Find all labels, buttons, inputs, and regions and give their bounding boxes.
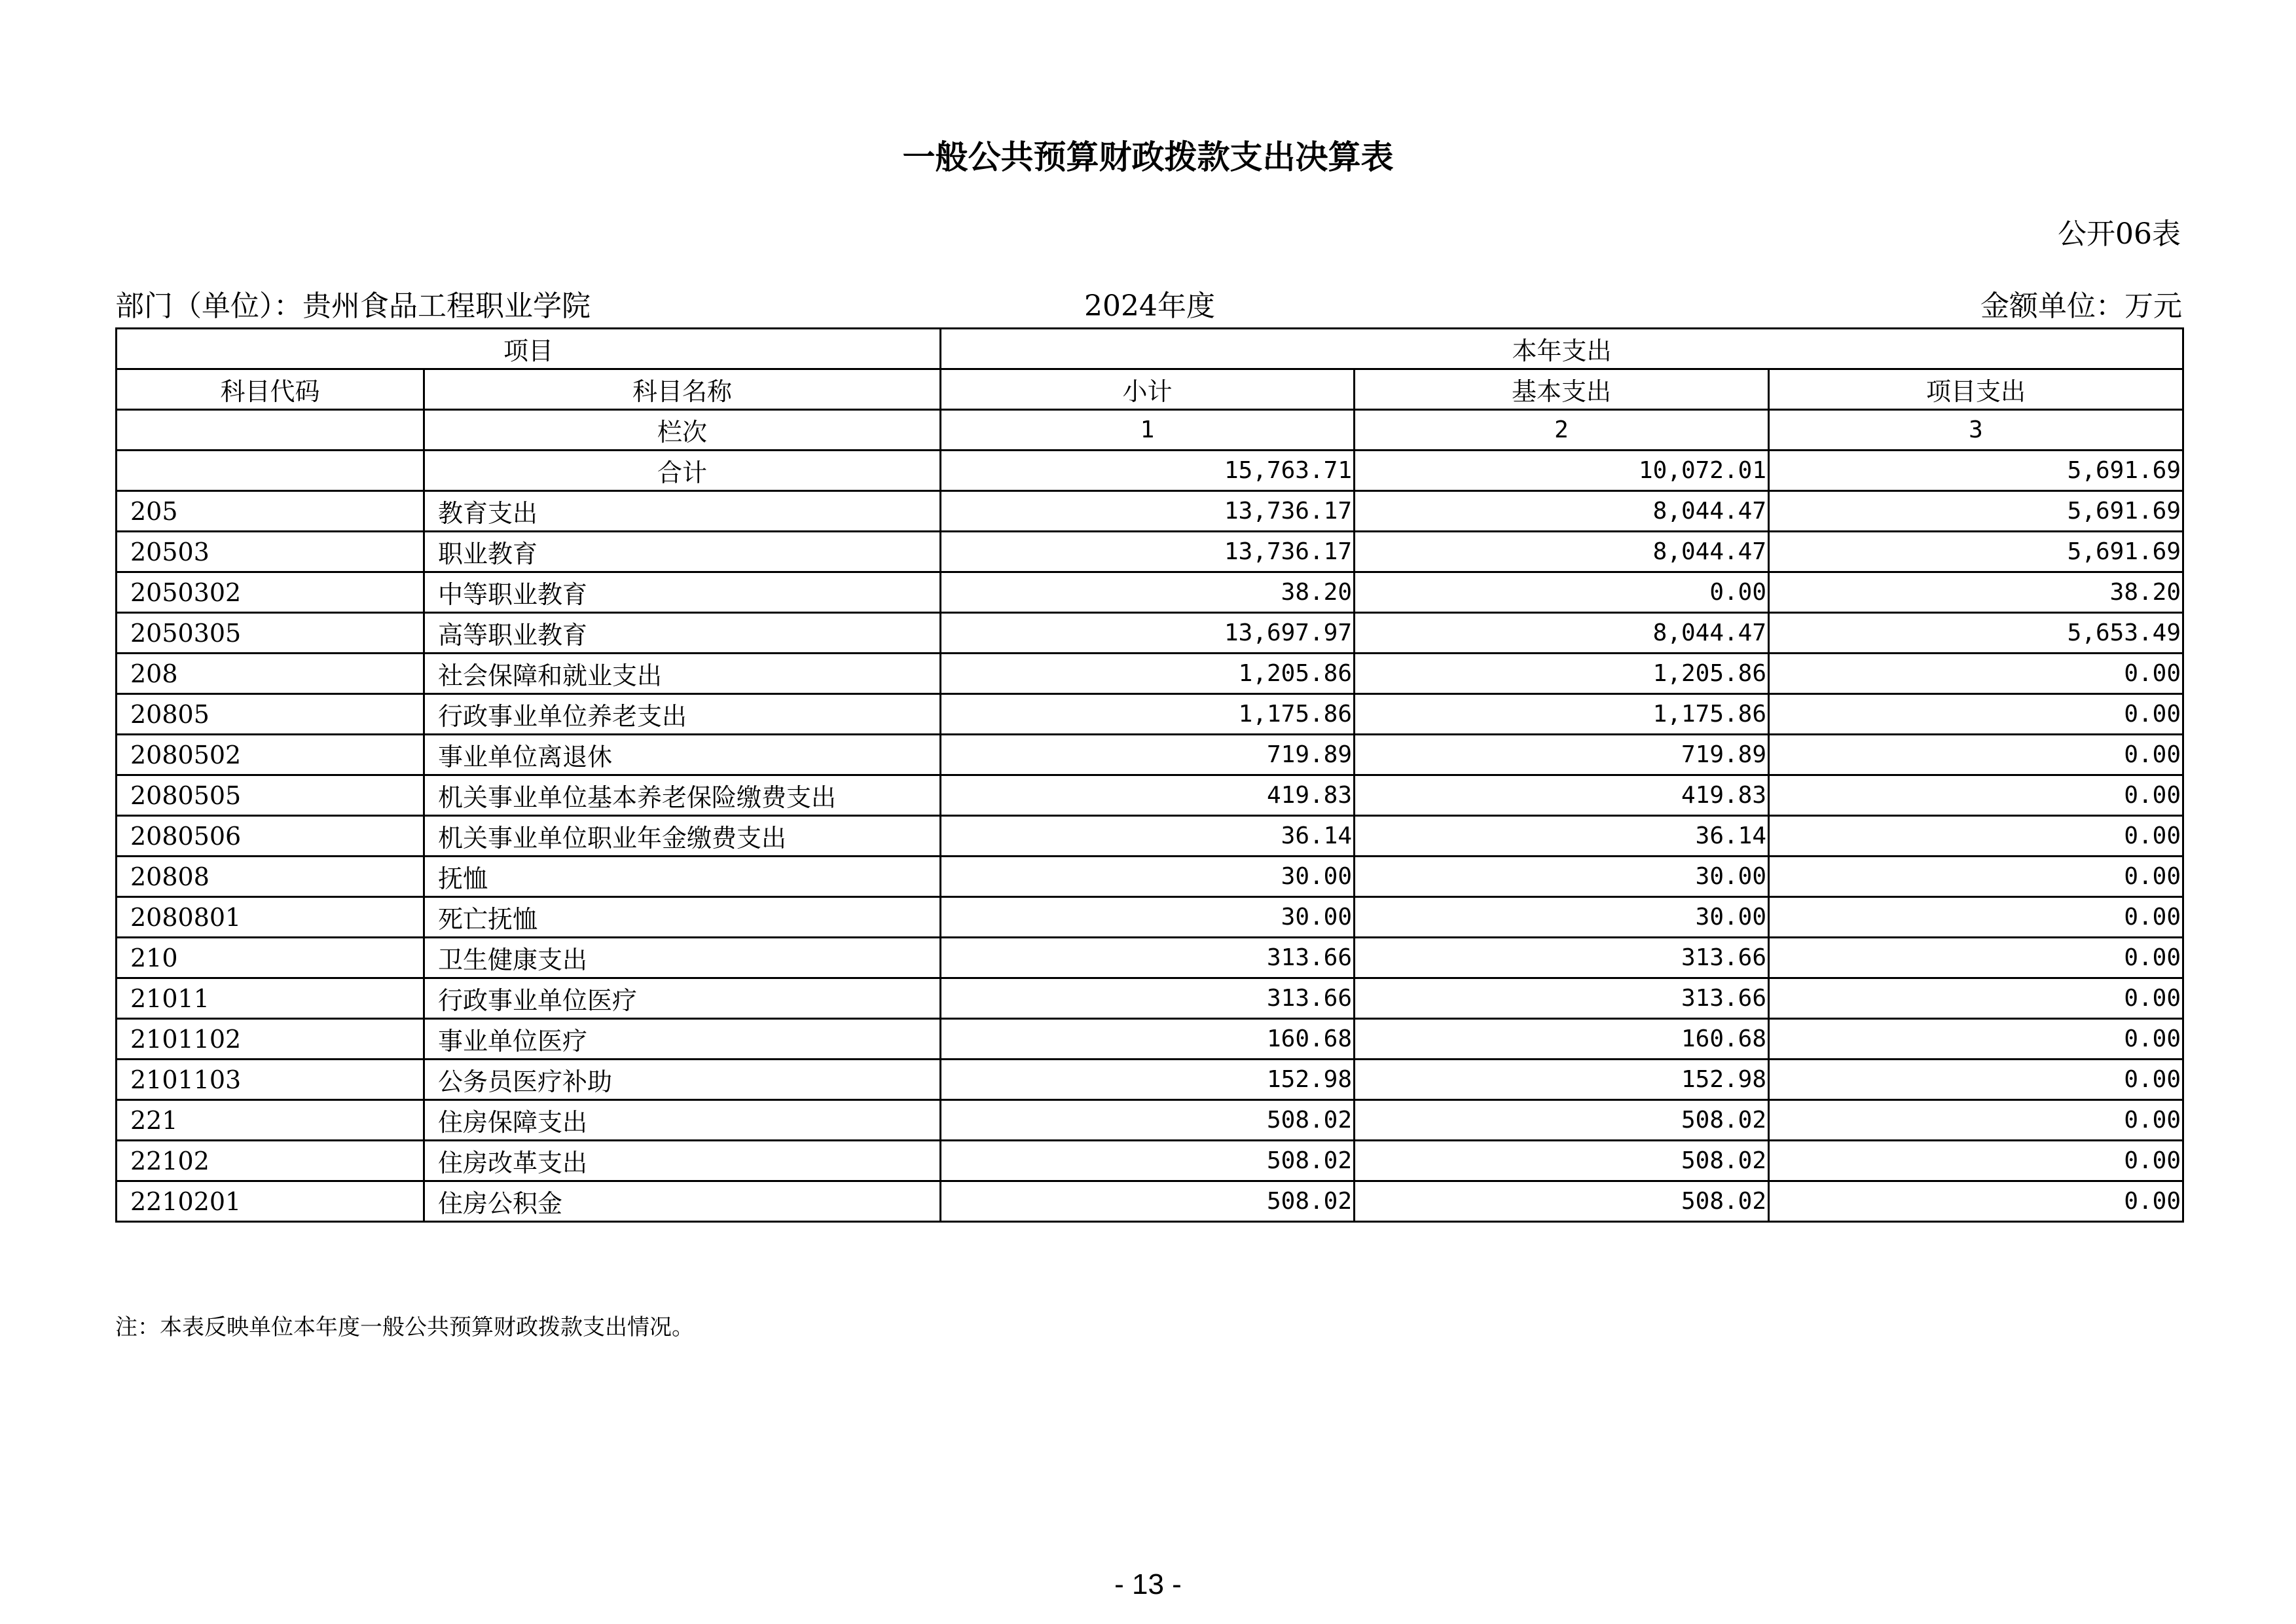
header-row-1 bbox=[117, 329, 2183, 369]
header-row-2 bbox=[117, 369, 2183, 410]
cell-basic: 719.89 bbox=[1355, 735, 1769, 775]
cell-basic: 36.14 bbox=[1355, 816, 1769, 857]
cell-code: 210 bbox=[117, 938, 424, 978]
cell-name: 机关事业单位基本养老保险缴费支出 bbox=[424, 775, 941, 816]
cell-basic: 508.02 bbox=[1355, 1141, 1769, 1181]
cell-name: 机关事业单位职业年金缴费支出 bbox=[424, 816, 941, 857]
cell-subtotal: 36.14 bbox=[941, 816, 1355, 857]
table-row bbox=[117, 938, 2183, 978]
cell-code: 208 bbox=[117, 654, 424, 694]
cell-project: 5,691.69 bbox=[1769, 491, 2183, 532]
cell-code: 221 bbox=[117, 1100, 424, 1141]
cell-project: 0.00 bbox=[1769, 857, 2183, 897]
table-row bbox=[117, 1060, 2183, 1100]
fiscal-year: 2024年度 bbox=[1084, 289, 1215, 323]
cell-code: 21011 bbox=[117, 978, 424, 1019]
cell-name: 住房保障支出 bbox=[424, 1100, 941, 1141]
expenditure-table bbox=[115, 327, 2184, 1223]
cell-basic: 8,044.47 bbox=[1355, 491, 1769, 532]
table-row bbox=[117, 775, 2183, 816]
cell-code: 20805 bbox=[117, 694, 424, 735]
cell-code: 2210201 bbox=[117, 1181, 424, 1222]
sequence-2: 2 bbox=[1355, 410, 1769, 451]
cell-subtotal: 30.00 bbox=[941, 897, 1355, 938]
cell-project: 0.00 bbox=[1769, 775, 2183, 816]
cell-name: 事业单位医疗 bbox=[424, 1019, 941, 1060]
total-empty-cell bbox=[117, 451, 424, 491]
cell-subtotal: 1,175.86 bbox=[941, 694, 1355, 735]
cell-code: 22102 bbox=[117, 1141, 424, 1181]
table-row bbox=[117, 572, 2183, 613]
cell-project: 0.00 bbox=[1769, 938, 2183, 978]
amount-unit: 金额单位：万元 bbox=[1980, 289, 2182, 323]
cell-subtotal: 38.20 bbox=[941, 572, 1355, 613]
cell-name: 住房改革支出 bbox=[424, 1141, 941, 1181]
header-code: 科目代码 bbox=[117, 369, 424, 410]
total-label: 合计 bbox=[424, 451, 941, 491]
cell-name: 社会保障和就业支出 bbox=[424, 654, 941, 694]
table-row bbox=[117, 1100, 2183, 1141]
sequence-1: 1 bbox=[941, 410, 1355, 451]
cell-project: 5,653.49 bbox=[1769, 613, 2183, 654]
cell-code: 2101102 bbox=[117, 1019, 424, 1060]
cell-project: 0.00 bbox=[1769, 978, 2183, 1019]
cell-subtotal: 313.66 bbox=[941, 978, 1355, 1019]
cell-subtotal: 30.00 bbox=[941, 857, 1355, 897]
cell-name: 住房公积金 bbox=[424, 1181, 941, 1222]
cell-subtotal: 160.68 bbox=[941, 1019, 1355, 1060]
header-name: 科目名称 bbox=[424, 369, 941, 410]
cell-project: 0.00 bbox=[1769, 1181, 2183, 1222]
cell-code: 205 bbox=[117, 491, 424, 532]
cell-subtotal: 419.83 bbox=[941, 775, 1355, 816]
cell-name: 高等职业教育 bbox=[424, 613, 941, 654]
cell-name: 公务员医疗补助 bbox=[424, 1060, 941, 1100]
cell-basic: 8,044.47 bbox=[1355, 613, 1769, 654]
cell-subtotal: 313.66 bbox=[941, 938, 1355, 978]
cell-code: 2080506 bbox=[117, 816, 424, 857]
table-row bbox=[117, 613, 2183, 654]
cell-subtotal: 13,736.17 bbox=[941, 532, 1355, 572]
header-subtotal: 小计 bbox=[941, 369, 1355, 410]
cell-code: 2080502 bbox=[117, 735, 424, 775]
header-project-expense: 项目支出 bbox=[1769, 369, 2183, 410]
cell-name: 中等职业教育 bbox=[424, 572, 941, 613]
cell-code: 2050302 bbox=[117, 572, 424, 613]
table-row bbox=[117, 1019, 2183, 1060]
sequence-empty-cell bbox=[117, 410, 424, 451]
table-row bbox=[117, 978, 2183, 1019]
table-row bbox=[117, 735, 2183, 775]
cell-name: 行政事业单位医疗 bbox=[424, 978, 941, 1019]
cell-project: 5,691.69 bbox=[1769, 532, 2183, 572]
cell-basic: 30.00 bbox=[1355, 897, 1769, 938]
table-row bbox=[117, 532, 2183, 572]
cell-project: 0.00 bbox=[1769, 1060, 2183, 1100]
cell-basic: 1,205.86 bbox=[1355, 654, 1769, 694]
cell-subtotal: 13,697.97 bbox=[941, 613, 1355, 654]
total-basic: 10,072.01 bbox=[1355, 451, 1769, 491]
cell-code: 20503 bbox=[117, 532, 424, 572]
cell-basic: 152.98 bbox=[1355, 1060, 1769, 1100]
table-row bbox=[117, 1181, 2183, 1222]
cell-project: 0.00 bbox=[1769, 1141, 2183, 1181]
cell-subtotal: 13,736.17 bbox=[941, 491, 1355, 532]
cell-project: 0.00 bbox=[1769, 735, 2183, 775]
cell-name: 教育支出 bbox=[424, 491, 941, 532]
cell-name: 抚恤 bbox=[424, 857, 941, 897]
cell-code: 2080801 bbox=[117, 897, 424, 938]
cell-project: 0.00 bbox=[1769, 654, 2183, 694]
total-project: 5,691.69 bbox=[1769, 451, 2183, 491]
cell-basic: 313.66 bbox=[1355, 938, 1769, 978]
cell-basic: 419.83 bbox=[1355, 775, 1769, 816]
table-row bbox=[117, 816, 2183, 857]
header-basic: 基本支出 bbox=[1355, 369, 1769, 410]
cell-subtotal: 508.02 bbox=[941, 1141, 1355, 1181]
cell-subtotal: 508.02 bbox=[941, 1100, 1355, 1141]
cell-basic: 1,175.86 bbox=[1355, 694, 1769, 735]
sequence-label: 栏次 bbox=[424, 410, 941, 451]
department-label: 部门（单位）：贵州食品工程职业学院 bbox=[115, 289, 591, 323]
header-project: 项目 bbox=[117, 329, 941, 369]
table-number: 公开06表 bbox=[2058, 217, 2181, 251]
cell-name: 死亡抚恤 bbox=[424, 897, 941, 938]
cell-basic: 508.02 bbox=[1355, 1181, 1769, 1222]
table-row bbox=[117, 897, 2183, 938]
meta-row bbox=[115, 287, 2182, 326]
table-row bbox=[117, 1141, 2183, 1181]
cell-name: 事业单位离退休 bbox=[424, 735, 941, 775]
cell-subtotal: 719.89 bbox=[941, 735, 1355, 775]
total-row bbox=[117, 451, 2183, 491]
cell-code: 2080505 bbox=[117, 775, 424, 816]
cell-subtotal: 1,205.86 bbox=[941, 654, 1355, 694]
cell-project: 0.00 bbox=[1769, 816, 2183, 857]
table-row bbox=[117, 694, 2183, 735]
table-row bbox=[117, 857, 2183, 897]
cell-basic: 160.68 bbox=[1355, 1019, 1769, 1060]
cell-project: 0.00 bbox=[1769, 1100, 2183, 1141]
cell-code: 2101103 bbox=[117, 1060, 424, 1100]
cell-project: 38.20 bbox=[1769, 572, 2183, 613]
table-row bbox=[117, 491, 2183, 532]
cell-project: 0.00 bbox=[1769, 694, 2183, 735]
cell-subtotal: 152.98 bbox=[941, 1060, 1355, 1100]
total-subtotal: 15,763.71 bbox=[941, 451, 1355, 491]
header-current-year: 本年支出 bbox=[941, 329, 2183, 369]
cell-subtotal: 508.02 bbox=[941, 1181, 1355, 1222]
cell-name: 行政事业单位养老支出 bbox=[424, 694, 941, 735]
cell-name: 卫生健康支出 bbox=[424, 938, 941, 978]
cell-basic: 30.00 bbox=[1355, 857, 1769, 897]
cell-basic: 508.02 bbox=[1355, 1100, 1769, 1141]
page-title: 一般公共预算财政拨款支出决算表 bbox=[902, 138, 1394, 176]
cell-code: 20808 bbox=[117, 857, 424, 897]
cell-basic: 0.00 bbox=[1355, 572, 1769, 613]
cell-basic: 8,044.47 bbox=[1355, 532, 1769, 572]
cell-code: 2050305 bbox=[117, 613, 424, 654]
cell-name: 职业教育 bbox=[424, 532, 941, 572]
table-row bbox=[117, 654, 2183, 694]
sequence-row bbox=[117, 410, 2183, 451]
sequence-3: 3 bbox=[1769, 410, 2183, 451]
page-number: - 13 - bbox=[1114, 1568, 1182, 1600]
footnote: 注：本表反映单位本年度一般公共预算财政拨款支出情况。 bbox=[115, 1314, 694, 1340]
cell-project: 0.00 bbox=[1769, 897, 2183, 938]
cell-basic: 313.66 bbox=[1355, 978, 1769, 1019]
cell-project: 0.00 bbox=[1769, 1019, 2183, 1060]
